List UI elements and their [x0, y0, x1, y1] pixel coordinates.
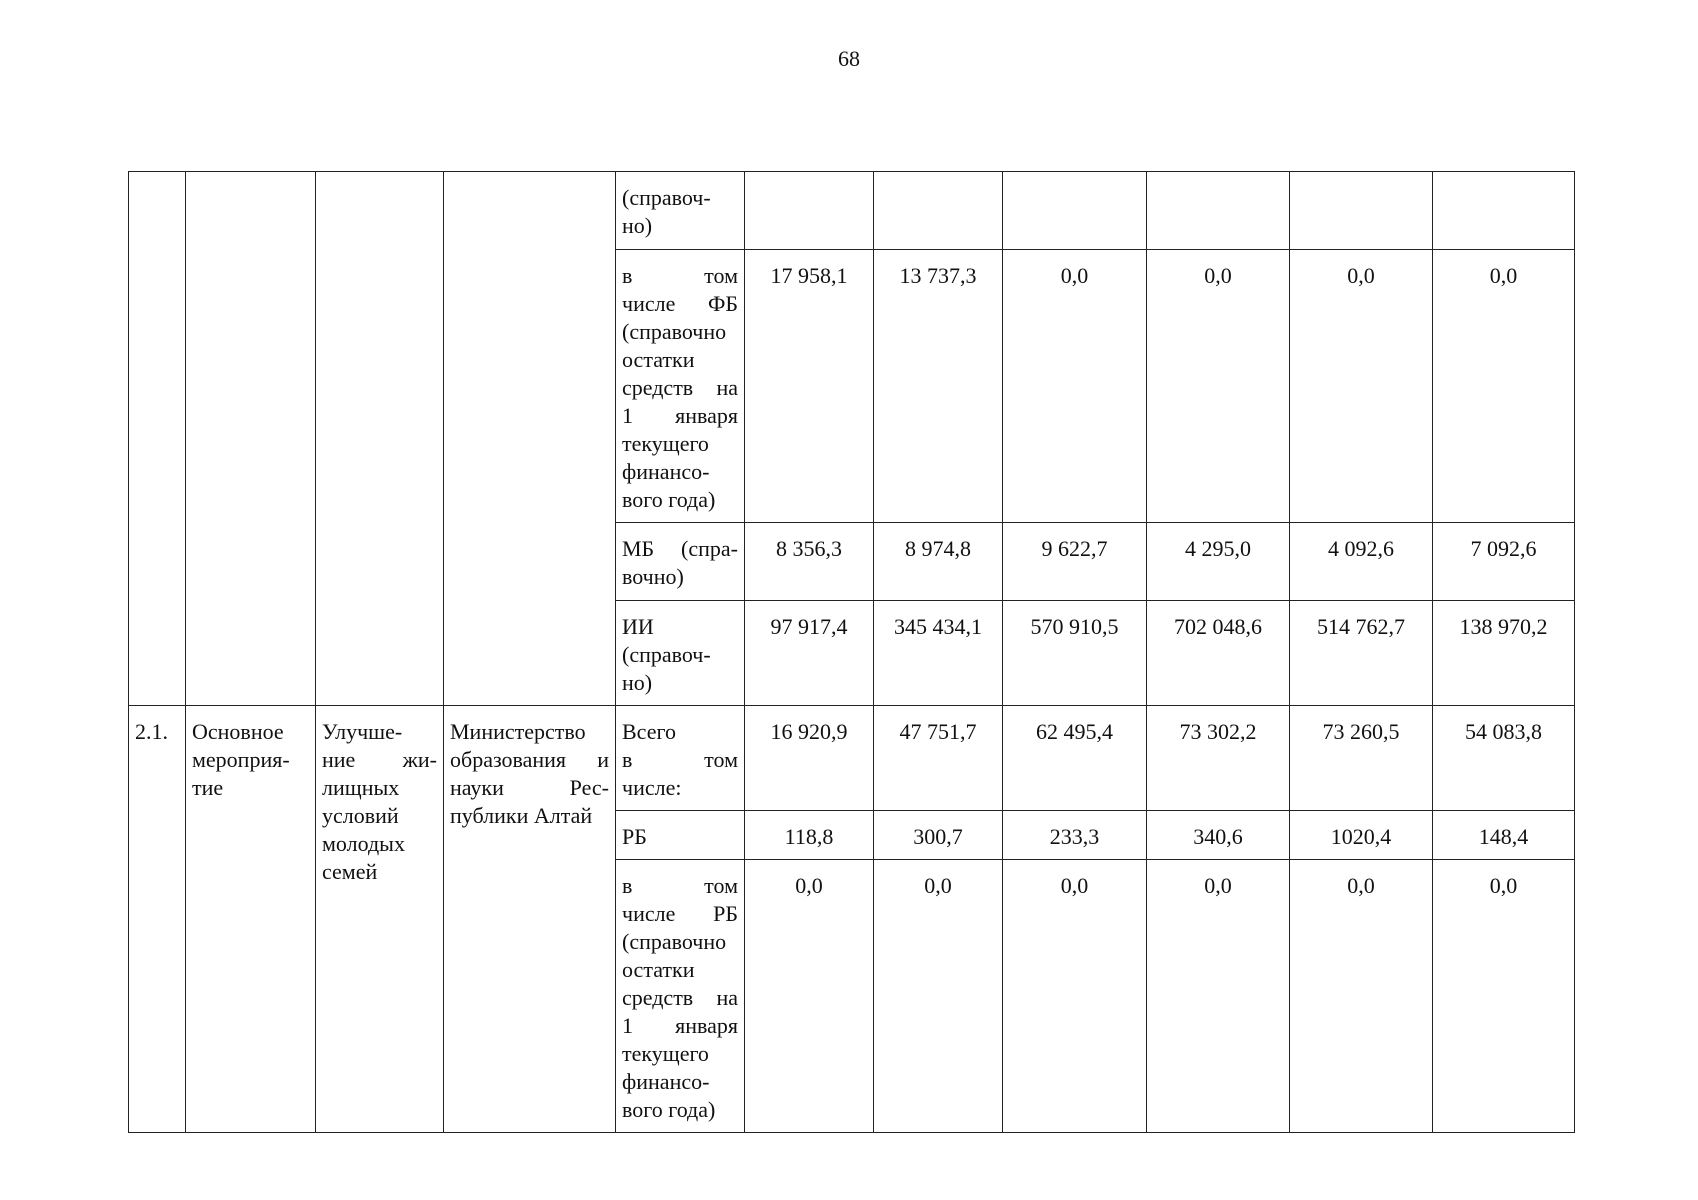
value-cell: 702 048,6: [1147, 601, 1290, 706]
item-type-line: мероприя-: [192, 747, 290, 772]
value-cell: 0,0: [1003, 860, 1147, 1133]
value-cell: 233,3: [1003, 811, 1147, 860]
value-cell: 345 434,1: [874, 601, 1003, 706]
value-cell: 9 622,7: [1003, 523, 1147, 601]
source-cell: [616, 860, 745, 1133]
source-line: в том: [622, 263, 738, 288]
type-cell-continued: [186, 172, 316, 706]
source-line: Всего: [622, 719, 676, 744]
value-cell: 54 083,8: [1433, 706, 1575, 811]
item-executor-line: Министерство: [450, 719, 586, 744]
item-executor-line: науки Рес-: [450, 775, 609, 800]
source-line: числе РБ: [622, 901, 738, 926]
source-line: числе ФБ: [622, 291, 738, 316]
value-cell: 0,0: [1433, 250, 1575, 523]
value-cell: 16 920,9: [745, 706, 874, 811]
value-cell: 4 092,6: [1290, 523, 1433, 601]
source-cell: [616, 250, 745, 523]
source-line: (справоч-: [622, 642, 711, 667]
source-line: в том: [622, 747, 738, 772]
source-line: числе:: [622, 775, 682, 800]
item-type-cell: [186, 706, 316, 1133]
source-line: остатки: [622, 347, 695, 372]
value-cell: 0,0: [1147, 860, 1290, 1133]
value-cell: 1020,4: [1290, 811, 1433, 860]
item-executor-cell: [444, 706, 616, 1133]
value-cell: 514 762,7: [1290, 601, 1433, 706]
value-cell: 47 751,7: [874, 706, 1003, 811]
table-row: [129, 172, 1575, 250]
value-cell: 300,7: [874, 811, 1003, 860]
source-line: текущего: [622, 431, 709, 456]
source-line: (справочно: [622, 929, 727, 954]
source-line: финансо-: [622, 459, 710, 484]
table-row: [129, 706, 1575, 811]
value-cell: 0,0: [745, 860, 874, 1133]
source-line: финансо-: [622, 1069, 710, 1094]
value-cell: [1433, 172, 1575, 250]
item-name-line: молодых: [322, 831, 405, 856]
source-line: в том: [622, 873, 738, 898]
value-cell: 7 092,6: [1433, 523, 1575, 601]
item-name-line: лищных: [322, 775, 400, 800]
item-number-cell: 2.1.: [129, 706, 186, 1133]
executor-cell-continued: [444, 172, 616, 706]
value-cell: [874, 172, 1003, 250]
source-line: остатки: [622, 957, 695, 982]
value-cell: 8 356,3: [745, 523, 874, 601]
number-cell-continued: [129, 172, 186, 706]
value-cell: 4 295,0: [1147, 523, 1290, 601]
item-name-line: семей: [322, 859, 378, 884]
value-cell: 340,6: [1147, 811, 1290, 860]
source-cell: [616, 523, 745, 601]
item-executor-line: публики Алтай: [450, 803, 593, 828]
source-cell: [616, 811, 745, 860]
source-line: 1 января: [622, 403, 738, 428]
source-line: средств на: [622, 985, 738, 1010]
value-cell: 73 302,2: [1147, 706, 1290, 811]
value-cell: [1147, 172, 1290, 250]
value-cell: 13 737,3: [874, 250, 1003, 523]
value-cell: 570 910,5: [1003, 601, 1147, 706]
value-cell: 97 917,4: [745, 601, 874, 706]
item-name-cell: [316, 706, 444, 1133]
source-line: вочно): [622, 564, 684, 589]
value-cell: [1003, 172, 1147, 250]
item-name-line: условий: [322, 803, 399, 828]
item-name-line: Улучше-: [322, 719, 403, 744]
source-line: ИИ: [622, 614, 654, 639]
source-line: средств на: [622, 375, 738, 400]
value-cell: [745, 172, 874, 250]
value-cell: 17 958,1: [745, 250, 874, 523]
item-name-line: ние жи-: [322, 747, 437, 772]
value-cell: 62 495,4: [1003, 706, 1147, 811]
source-cell: [616, 601, 745, 706]
source-line: текущего: [622, 1041, 709, 1066]
item-type-line: тие: [192, 775, 224, 800]
value-cell: 148,4: [1433, 811, 1575, 860]
source-line: (справоч-: [622, 185, 711, 210]
value-cell: 73 260,5: [1290, 706, 1433, 811]
item-executor-line: образования и: [450, 747, 609, 772]
page-number: 68: [838, 46, 860, 71]
name-cell-continued: [316, 172, 444, 706]
source-line: но): [622, 670, 653, 695]
source-line: вого года): [622, 487, 716, 512]
value-cell: 0,0: [1433, 860, 1575, 1133]
value-cell: 138 970,2: [1433, 601, 1575, 706]
value-cell: [1290, 172, 1433, 250]
source-line: РБ: [622, 824, 647, 849]
source-line: (справочно: [622, 319, 727, 344]
value-cell: 0,0: [1290, 860, 1433, 1133]
item-type-line: Основное: [192, 719, 284, 744]
value-cell: 0,0: [1290, 250, 1433, 523]
value-cell: 118,8: [745, 811, 874, 860]
value-cell: 0,0: [874, 860, 1003, 1133]
value-cell: 0,0: [1003, 250, 1147, 523]
source-line: но): [622, 213, 653, 238]
source-line: МБ (спра-: [622, 536, 738, 561]
budget-table: [128, 171, 1575, 1133]
value-cell: 0,0: [1147, 250, 1290, 523]
source-cell: [616, 706, 745, 811]
source-line: 1 января: [622, 1013, 738, 1038]
value-cell: 8 974,8: [874, 523, 1003, 601]
source-line: вого года): [622, 1097, 716, 1122]
source-cell: [616, 172, 745, 250]
